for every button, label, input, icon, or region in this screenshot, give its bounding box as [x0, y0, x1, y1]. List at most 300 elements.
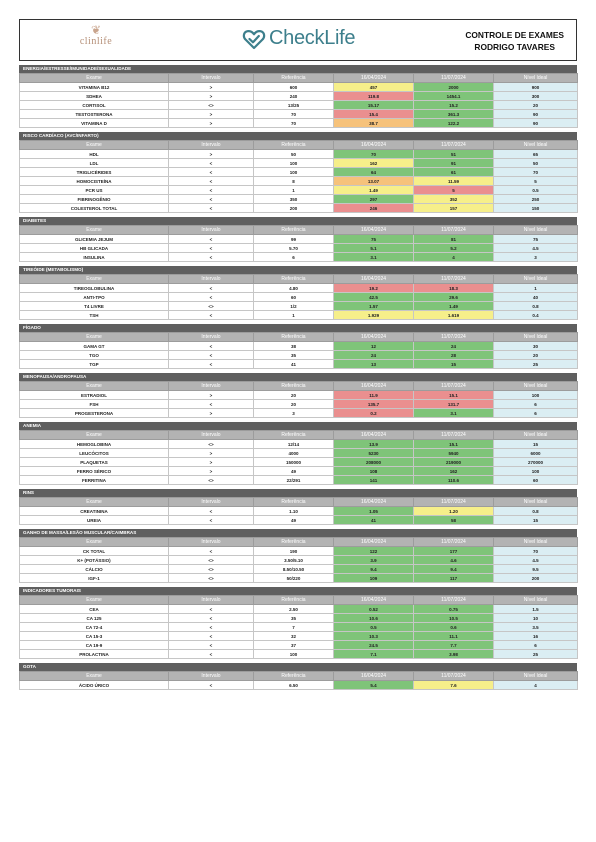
section-title: RISCO CARDÍACO (AVC/INFARTO): [19, 132, 577, 140]
table-cell: ÁCIDO ÚRICO: [20, 681, 169, 690]
table-cell: 0.4: [494, 311, 578, 320]
table-cell: 13.9: [334, 440, 414, 449]
exam-table: [19, 430, 578, 485]
table-row: [20, 632, 578, 641]
table-cell: 1: [254, 186, 334, 195]
column-header: Nível Ideal: [494, 141, 578, 150]
table-cell: CÁLCIO: [20, 565, 169, 574]
exam-section: [19, 489, 577, 525]
table-cell: 41: [254, 360, 334, 369]
table-cell: 15: [414, 360, 494, 369]
exam-section: [19, 663, 577, 690]
table-cell: 1.5: [494, 605, 578, 614]
table-cell: 20: [254, 400, 334, 409]
table-cell: 3.5: [494, 623, 578, 632]
column-header: 16/04/2024: [334, 226, 414, 235]
column-header: Exame: [20, 498, 169, 507]
table-cell: 15: [494, 440, 578, 449]
table-cell: 4.5: [494, 244, 578, 253]
table-row: [20, 516, 578, 525]
table-cell: CREATININA: [20, 507, 169, 516]
table-cell: >: [169, 83, 254, 92]
column-header: 16/04/2024: [334, 141, 414, 150]
table-cell: 208000: [334, 458, 414, 467]
table-header-row: [20, 672, 578, 681]
table-cell: 157: [414, 204, 494, 213]
table-cell: 250: [494, 195, 578, 204]
table-cell: FERRO SÉRICO: [20, 467, 169, 476]
exam-section: [19, 422, 577, 485]
column-header: Intervalo: [169, 226, 254, 235]
table-row: [20, 150, 578, 159]
table-cell: <: [169, 681, 254, 690]
table-header-row: [20, 431, 578, 440]
table-cell: 70: [494, 168, 578, 177]
table-cell: ESTRADIOL: [20, 391, 169, 400]
table-cell: 1.20: [414, 507, 494, 516]
table-cell: FERRITINA: [20, 476, 169, 485]
table-cell: 70: [494, 547, 578, 556]
exam-table: [19, 140, 578, 213]
table-row: [20, 235, 578, 244]
table-cell: 60: [494, 476, 578, 485]
table-cell: 110.6: [414, 476, 494, 485]
table-cell: <: [169, 342, 254, 351]
table-cell: 100: [254, 650, 334, 659]
column-header: Intervalo: [169, 672, 254, 681]
table-cell: 100: [254, 168, 334, 177]
table-cell: 162: [414, 467, 494, 476]
column-header: 16/04/2024: [334, 74, 414, 83]
table-cell: T4 LIVRE: [20, 302, 169, 311]
table-cell: 10.6: [334, 614, 414, 623]
table-cell: <: [169, 400, 254, 409]
table-cell: 5940: [414, 449, 494, 458]
column-header: 16/04/2024: [334, 431, 414, 440]
table-cell: 7: [254, 623, 334, 632]
table-cell: 12: [334, 342, 414, 351]
table-cell: TGO: [20, 351, 169, 360]
table-cell: 270000: [494, 458, 578, 467]
table-cell: 10.3: [334, 632, 414, 641]
column-header: Referência: [254, 498, 334, 507]
column-header: Referência: [254, 596, 334, 605]
table-cell: 1.49: [334, 186, 414, 195]
table-cell: 5: [494, 177, 578, 186]
table-cell: <: [169, 641, 254, 650]
table-cell: CA 15-3: [20, 632, 169, 641]
report-header: [19, 19, 577, 61]
table-cell: IGF-1: [20, 574, 169, 583]
table-cell: 25: [494, 650, 578, 659]
column-header: Exame: [20, 74, 169, 83]
column-header: 11/07/2024: [414, 226, 494, 235]
table-cell: 3.98: [414, 650, 494, 659]
column-header: Exame: [20, 275, 169, 284]
table-cell: LDL: [20, 159, 169, 168]
table-cell: 11.59: [414, 177, 494, 186]
table-cell: CA 125: [20, 614, 169, 623]
table-row: [20, 342, 578, 351]
section-title: GANHO DE MASSA/LESÃO MUSCULAR/CAIMBRAS: [19, 529, 577, 537]
column-header: Exame: [20, 431, 169, 440]
column-header: Nível Ideal: [494, 333, 578, 342]
table-cell: TRIGLICÉRIDES: [20, 168, 169, 177]
table-cell: FIBRINOGÊNIO: [20, 195, 169, 204]
table-cell: >: [169, 409, 254, 418]
table-cell: VITAMINA B12: [20, 83, 169, 92]
table-cell: 9.5: [494, 565, 578, 574]
table-cell: >: [169, 150, 254, 159]
table-header-row: [20, 382, 578, 391]
table-cell: 6.50: [254, 681, 334, 690]
exam-table: [19, 73, 578, 128]
table-row: [20, 605, 578, 614]
table-cell: 24: [334, 351, 414, 360]
table-cell: 1: [254, 311, 334, 320]
table-cell: 4: [414, 253, 494, 262]
table-row: [20, 311, 578, 320]
table-cell: 3.9: [334, 556, 414, 565]
table-cell: 75: [494, 235, 578, 244]
table-row: [20, 391, 578, 400]
table-cell: 15.17: [334, 101, 414, 110]
table-cell: <>: [169, 574, 254, 583]
table-cell: 91: [414, 159, 494, 168]
table-cell: 16: [494, 632, 578, 641]
table-cell: 162: [334, 159, 414, 168]
table-cell: >: [169, 110, 254, 119]
table-header-row: [20, 74, 578, 83]
column-header: Referência: [254, 275, 334, 284]
table-cell: LEUCÓCITOS: [20, 449, 169, 458]
exam-section: [19, 324, 577, 369]
table-cell: 2.50: [254, 605, 334, 614]
table-cell: 50: [494, 159, 578, 168]
table-cell: 900: [494, 83, 578, 92]
exam-report: [19, 19, 577, 690]
column-header: Exame: [20, 672, 169, 681]
table-cell: 65: [494, 150, 578, 159]
table-cell: <: [169, 186, 254, 195]
table-cell: 1.05: [334, 507, 414, 516]
table-cell: 2000: [414, 83, 494, 92]
table-row: [20, 565, 578, 574]
column-header: Referência: [254, 538, 334, 547]
table-cell: 24: [414, 342, 494, 351]
table-cell: >: [169, 458, 254, 467]
table-row: [20, 119, 578, 128]
table-cell: GLICEMIA JEJUM: [20, 235, 169, 244]
section-title: FÍGADO: [19, 324, 577, 332]
column-header: 16/04/2024: [334, 596, 414, 605]
table-cell: 109: [334, 574, 414, 583]
table-cell: 4.80: [254, 284, 334, 293]
table-cell: 13/25: [254, 101, 334, 110]
heart-check-icon: [242, 28, 266, 50]
exam-section: [19, 529, 577, 583]
table-cell: 20: [494, 351, 578, 360]
table-cell: <: [169, 235, 254, 244]
column-header: Exame: [20, 333, 169, 342]
table-cell: <: [169, 284, 254, 293]
table-cell: <: [169, 195, 254, 204]
table-cell: 0.75: [414, 605, 494, 614]
table-header-row: [20, 141, 578, 150]
table-cell: >: [169, 391, 254, 400]
table-row: [20, 641, 578, 650]
column-header: Exame: [20, 596, 169, 605]
table-cell: 30: [494, 342, 578, 351]
table-cell: >: [169, 119, 254, 128]
table-cell: 7.6: [414, 681, 494, 690]
column-header: Nível Ideal: [494, 538, 578, 547]
table-cell: 15.1: [414, 440, 494, 449]
table-cell: <: [169, 244, 254, 253]
column-header: 11/07/2024: [414, 431, 494, 440]
table-cell: 40: [494, 293, 578, 302]
table-row: [20, 458, 578, 467]
table-cell: 25: [494, 360, 578, 369]
table-cell: GAMA GT: [20, 342, 169, 351]
exam-section: [19, 587, 577, 659]
table-cell: 0.5: [334, 623, 414, 632]
report-patient-name: RODRIGO TAVARES: [474, 42, 555, 52]
table-row: [20, 159, 578, 168]
table-cell: 20: [494, 101, 578, 110]
section-title: DIABETES: [19, 217, 577, 225]
table-cell: <>: [169, 476, 254, 485]
table-cell: 5: [414, 186, 494, 195]
table-cell: 3.1: [334, 253, 414, 262]
exam-section: [19, 373, 577, 418]
table-header-row: [20, 538, 578, 547]
table-cell: 6: [494, 641, 578, 650]
column-header: Exame: [20, 538, 169, 547]
table-cell: 22/291: [254, 476, 334, 485]
column-header: Nível Ideal: [494, 74, 578, 83]
table-cell: <>: [169, 440, 254, 449]
table-cell: 8.50/10.50: [254, 565, 334, 574]
table-cell: 4: [494, 681, 578, 690]
section-title: ENERGIA/ESTRESSE/IMUNIDADE/SEXUALIDADE: [19, 65, 577, 73]
column-header: 16/04/2024: [334, 275, 414, 284]
table-cell: CA 72-4: [20, 623, 169, 632]
table-cell: 5230: [334, 449, 414, 458]
exam-table: [19, 497, 578, 525]
column-header: 11/07/2024: [414, 275, 494, 284]
table-row: [20, 168, 578, 177]
column-header: Intervalo: [169, 498, 254, 507]
table-cell: 100: [494, 467, 578, 476]
table-cell: 240: [254, 92, 334, 101]
table-cell: >: [169, 467, 254, 476]
column-header: Nível Ideal: [494, 672, 578, 681]
table-cell: K+ (POTÁSSIO): [20, 556, 169, 565]
table-cell: 246: [334, 204, 414, 213]
table-cell: 1.929: [334, 311, 414, 320]
table-row: [20, 351, 578, 360]
table-row: [20, 101, 578, 110]
table-cell: 350: [254, 195, 334, 204]
column-header: 11/07/2024: [414, 538, 494, 547]
table-cell: 11.1: [414, 632, 494, 641]
table-row: [20, 467, 578, 476]
column-header: Intervalo: [169, 538, 254, 547]
table-cell: CORTISOL: [20, 101, 169, 110]
table-row: [20, 204, 578, 213]
table-cell: 108: [334, 467, 414, 476]
table-cell: 119.8: [334, 92, 414, 101]
exam-section: [19, 266, 577, 320]
table-cell: 32: [254, 632, 334, 641]
table-cell: 10: [494, 614, 578, 623]
table-cell: <: [169, 547, 254, 556]
table-cell: 35: [254, 614, 334, 623]
table-cell: SDHEA: [20, 92, 169, 101]
table-cell: 131.7: [414, 400, 494, 409]
table-cell: <: [169, 311, 254, 320]
table-cell: 100: [254, 159, 334, 168]
column-header: 11/07/2024: [414, 141, 494, 150]
table-cell: <: [169, 650, 254, 659]
table-row: [20, 650, 578, 659]
column-header: Intervalo: [169, 382, 254, 391]
column-header: Exame: [20, 226, 169, 235]
column-header: 11/07/2024: [414, 74, 494, 83]
table-cell: 3.1: [414, 409, 494, 418]
table-cell: <: [169, 614, 254, 623]
table-cell: 38: [254, 342, 334, 351]
table-cell: VITAMINA D: [20, 119, 169, 128]
column-header: Nível Ideal: [494, 382, 578, 391]
table-row: [20, 547, 578, 556]
table-cell: 5.70: [254, 244, 334, 253]
section-title: ANEMIA: [19, 422, 577, 430]
table-cell: 3.50/5.10: [254, 556, 334, 565]
column-header: Referência: [254, 74, 334, 83]
table-cell: 300: [494, 92, 578, 101]
table-cell: 1.10: [254, 507, 334, 516]
table-cell: 1.57: [334, 302, 414, 311]
column-header: Referência: [254, 141, 334, 150]
table-cell: <: [169, 516, 254, 525]
column-header: Intervalo: [169, 141, 254, 150]
table-cell: 41: [334, 516, 414, 525]
table-cell: 42.5: [334, 293, 414, 302]
exam-table: [19, 332, 578, 369]
table-cell: 0.6: [414, 623, 494, 632]
exam-table: [19, 381, 578, 418]
table-cell: 13: [334, 360, 414, 369]
table-cell: 6: [494, 400, 578, 409]
table-cell: PROLACTINA: [20, 650, 169, 659]
table-row: [20, 92, 578, 101]
table-cell: ANTI-TPO: [20, 293, 169, 302]
table-header-row: [20, 275, 578, 284]
table-cell: 150: [494, 204, 578, 213]
column-header: Intervalo: [169, 333, 254, 342]
table-cell: UREIA: [20, 516, 169, 525]
clinlife-logo: [66, 24, 126, 47]
table-cell: 457: [334, 83, 414, 92]
column-header: 11/07/2024: [414, 382, 494, 391]
table-cell: 219000: [414, 458, 494, 467]
column-header: Intervalo: [169, 596, 254, 605]
column-header: Exame: [20, 141, 169, 150]
table-cell: 1.49: [414, 302, 494, 311]
column-header: 11/07/2024: [414, 333, 494, 342]
table-cell: 70: [254, 110, 334, 119]
table-cell: <>: [169, 556, 254, 565]
table-cell: 64: [334, 168, 414, 177]
table-row: [20, 440, 578, 449]
table-cell: 18.3: [414, 284, 494, 293]
table-cell: FSH: [20, 400, 169, 409]
table-row: [20, 556, 578, 565]
table-cell: 12/14: [254, 440, 334, 449]
exam-sections: [19, 65, 577, 690]
table-cell: 200: [494, 574, 578, 583]
table-row: [20, 574, 578, 583]
table-row: [20, 614, 578, 623]
table-row: [20, 177, 578, 186]
table-cell: 0.8: [494, 302, 578, 311]
section-title: TIREÓIDE (METABOLISMO): [19, 266, 577, 274]
table-row: [20, 83, 578, 92]
table-cell: <>: [169, 302, 254, 311]
table-cell: COLESTEROL TOTAL: [20, 204, 169, 213]
exam-section: [19, 65, 577, 128]
table-cell: 1: [494, 284, 578, 293]
table-cell: 5.4: [334, 681, 414, 690]
section-title: INDICADORES TUMORAIS: [19, 587, 577, 595]
table-row: [20, 400, 578, 409]
table-cell: TESTOSTERONA: [20, 110, 169, 119]
table-cell: 297: [334, 195, 414, 204]
table-cell: <: [169, 204, 254, 213]
table-cell: 135.7: [334, 400, 414, 409]
table-cell: 50/220: [254, 574, 334, 583]
table-cell: 75: [334, 235, 414, 244]
table-cell: PCR US: [20, 186, 169, 195]
table-cell: 6000: [494, 449, 578, 458]
table-cell: TSH: [20, 311, 169, 320]
table-cell: 81: [414, 235, 494, 244]
table-cell: 15.4: [334, 110, 414, 119]
table-cell: 19.2: [334, 284, 414, 293]
column-header: 11/07/2024: [414, 498, 494, 507]
column-header: Nível Ideal: [494, 596, 578, 605]
table-cell: 58: [414, 516, 494, 525]
column-header: 16/04/2024: [334, 498, 414, 507]
table-cell: <: [169, 168, 254, 177]
column-header: Nível Ideal: [494, 275, 578, 284]
table-header-row: [20, 226, 578, 235]
table-cell: 1.619: [414, 311, 494, 320]
table-cell: 100: [494, 391, 578, 400]
table-cell: 5.2: [414, 244, 494, 253]
column-header: 16/04/2024: [334, 333, 414, 342]
table-header-row: [20, 596, 578, 605]
table-cell: CA 19-9: [20, 641, 169, 650]
table-cell: <: [169, 293, 254, 302]
table-row: [20, 623, 578, 632]
table-cell: >: [169, 449, 254, 458]
table-cell: 24.5: [334, 641, 414, 650]
table-row: [20, 195, 578, 204]
report-title-line1: CONTROLE DE EXAMES: [465, 30, 564, 40]
